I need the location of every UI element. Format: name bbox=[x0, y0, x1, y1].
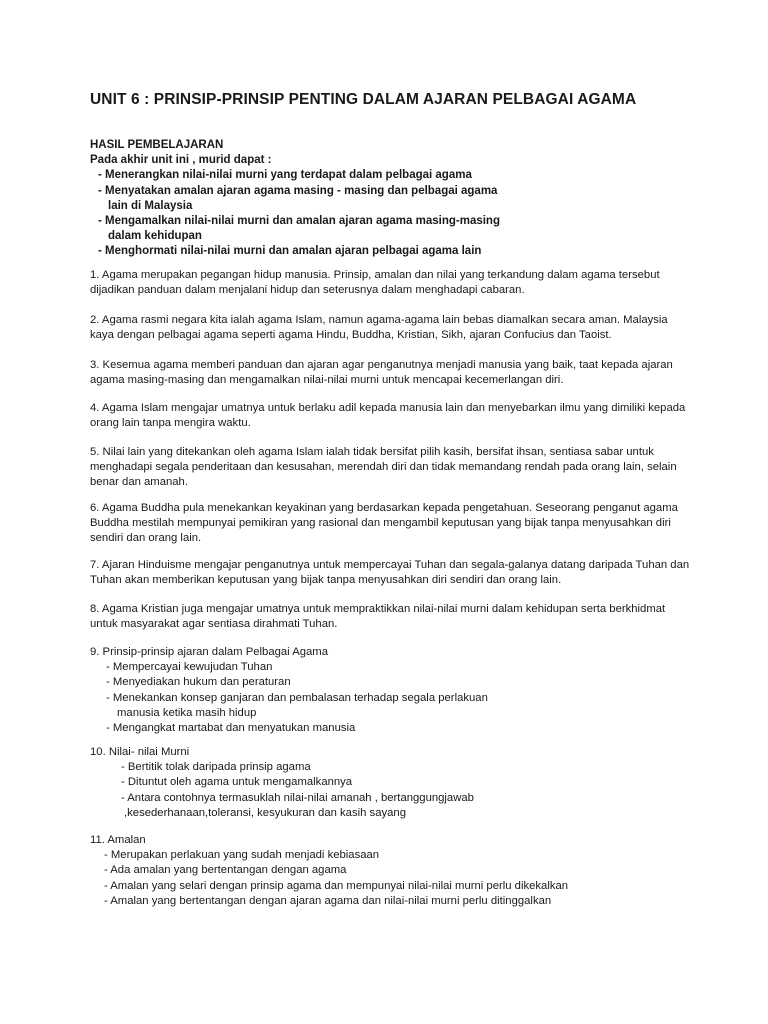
list-item: - Bertitik tolak daripada prinsip agama bbox=[121, 761, 311, 774]
practices-heading: 11. Amalan bbox=[90, 834, 146, 846]
practices-list bbox=[90, 833, 690, 909]
learning-goal-2: - Menyatakan amalan ajaran agama masing - masing dan pelbagai agama bbox=[98, 184, 498, 197]
paragraph-8: 8. Agama Kristian juga mengajar umatnya untuk mempraktikkan nilai-nilai murni dalam kehidupan serta berkhidmat untuk masyarakat agar sentiasa dirahmati Tuhan. bbox=[90, 603, 666, 631]
list-item: - Merupakan perlakuan yang sudah menjadi kebiasaan bbox=[104, 849, 380, 862]
paragraph-1: 1. Agama merupakan pegangan hidup manusia. Prinsip, amalan dan nilai yang terkandung dalam agama tersebut dijadikan panduan dalam menjalani hidup dan seterusnya dalam menghadapi cabaran. bbox=[90, 269, 660, 297]
learning-outcomes bbox=[90, 138, 710, 260]
list-item: - Amalan yang bertentangan dengan ajaran agama dan nilai-nilai murni perlu ditinggalkan bbox=[104, 894, 552, 907]
paragraph-3: 3. Kesemua agama memberi panduan dan ajaran agar penganutnya menjadi manusia yang baik, taat kepada ajaran agama masing-masing dan mengamalkan nilai-nilai murni untuk mencapai kecemerlangan diri. bbox=[90, 359, 673, 387]
learning-goal-3: - Mengamalkan nilai-nilai murni dan amalan ajaran agama masing-masing bbox=[98, 215, 500, 228]
principles-heading: 9. Prinsip-prinsip ajaran dalam Pelbagai Agama bbox=[90, 646, 328, 658]
learning-goal-2-continued: lain di Malaysia bbox=[108, 199, 193, 212]
list-item: - Mengangkat martabat dan menyatukan manusia bbox=[106, 722, 356, 735]
list-item-continued: manusia ketika masih hidup bbox=[117, 706, 257, 719]
list-item: - Dituntut oleh agama untuk mengamalkannya bbox=[121, 776, 353, 789]
paragraph-5: 5. Nilai lain yang ditekankan oleh agama Islam ialah tidak bersifat pilih kasih, bersifat ihsan, sentiasa sabar untuk menghadapi segala penderitaan dan kesusahan, merendah diri dan tidak memandang rendah pada orang lain, selain benar dan amanah. bbox=[90, 446, 677, 489]
learning-goal-4: - Menghormati nilai-nilai murni dan amalan ajaran pelbagai agama lain bbox=[98, 245, 482, 258]
list-item: - Ada amalan yang bertentangan dengan agama bbox=[104, 864, 347, 877]
page-title: UNIT 6 : PRINSIP-PRINSIP PENTING DALAM AJARAN PELBAGAI AGAMA bbox=[90, 91, 637, 108]
list-item: - Menekankan konsep ganjaran dan pembalasan terhadap segala perlakuan bbox=[106, 691, 488, 704]
list-item: - Antara contohnya termasuklah nilai-nilai amanah , bertanggungjawab bbox=[121, 791, 474, 804]
list-item: - Amalan yang selari dengan prinsip agama dan mempunyai nilai-nilai murni perlu dikekalkan bbox=[104, 879, 569, 892]
paragraph-2: 2. Agama rasmi negara kita ialah agama Islam, namun agama-agama lain bebas diamalkan secara aman. Malaysia kaya dengan pelbagai agama seperti agama Hindu, Buddha, Kristian, Sikh, ajaran Confucius dan Taoist. bbox=[90, 314, 668, 342]
list-item: - Menyediakan hukum dan peraturan bbox=[106, 676, 291, 689]
list-item: - Mempercayai kewujudan Tuhan bbox=[106, 661, 273, 674]
values-heading: 10. Nilai- nilai Murni bbox=[90, 746, 190, 758]
paragraph-4: 4. Agama Islam mengajar umatnya untuk berlaku adil kepada manusia lain dan menyebarkan ilmu yang dimiliki kepada orang lain tanpa mengira waktu. bbox=[90, 402, 686, 430]
learning-outcomes-intro: Pada akhir unit ini , murid dapat : bbox=[90, 154, 272, 167]
learning-outcomes-heading: HASIL PEMBELAJARAN bbox=[90, 139, 224, 151]
paragraph-6: 6. Agama Buddha pula menekankan keyakinan yang berdasarkan kepada pengetahuan. Seseorang penganut agama Buddha mestilah mempunyai pemikiran yang rasional dan mengambil keputusan yang bijak tanpa menyusahkan diri sendiri dan orang lain. bbox=[90, 502, 678, 545]
list-item-continued: ,kesederhanaan,toleransi, kesyukuran dan kasih sayang bbox=[124, 806, 406, 819]
paragraph-7: 7. Ajaran Hinduisme mengajar penganutnya untuk mempercayai Tuhan dan segala-galanya datang daripada Tuhan dan Tuhan akan memberikan keputusan yang bijak tanpa menyusahkan diri sendiri dan orang lain. bbox=[90, 559, 690, 587]
learning-goal-3-continued: dalam kehidupan bbox=[108, 230, 202, 243]
learning-goal-1: - Menerangkan nilai-nilai murni yang terdapat dalam pelbagai agama bbox=[98, 169, 472, 182]
principles-list bbox=[90, 645, 690, 736]
values-list bbox=[90, 745, 690, 821]
